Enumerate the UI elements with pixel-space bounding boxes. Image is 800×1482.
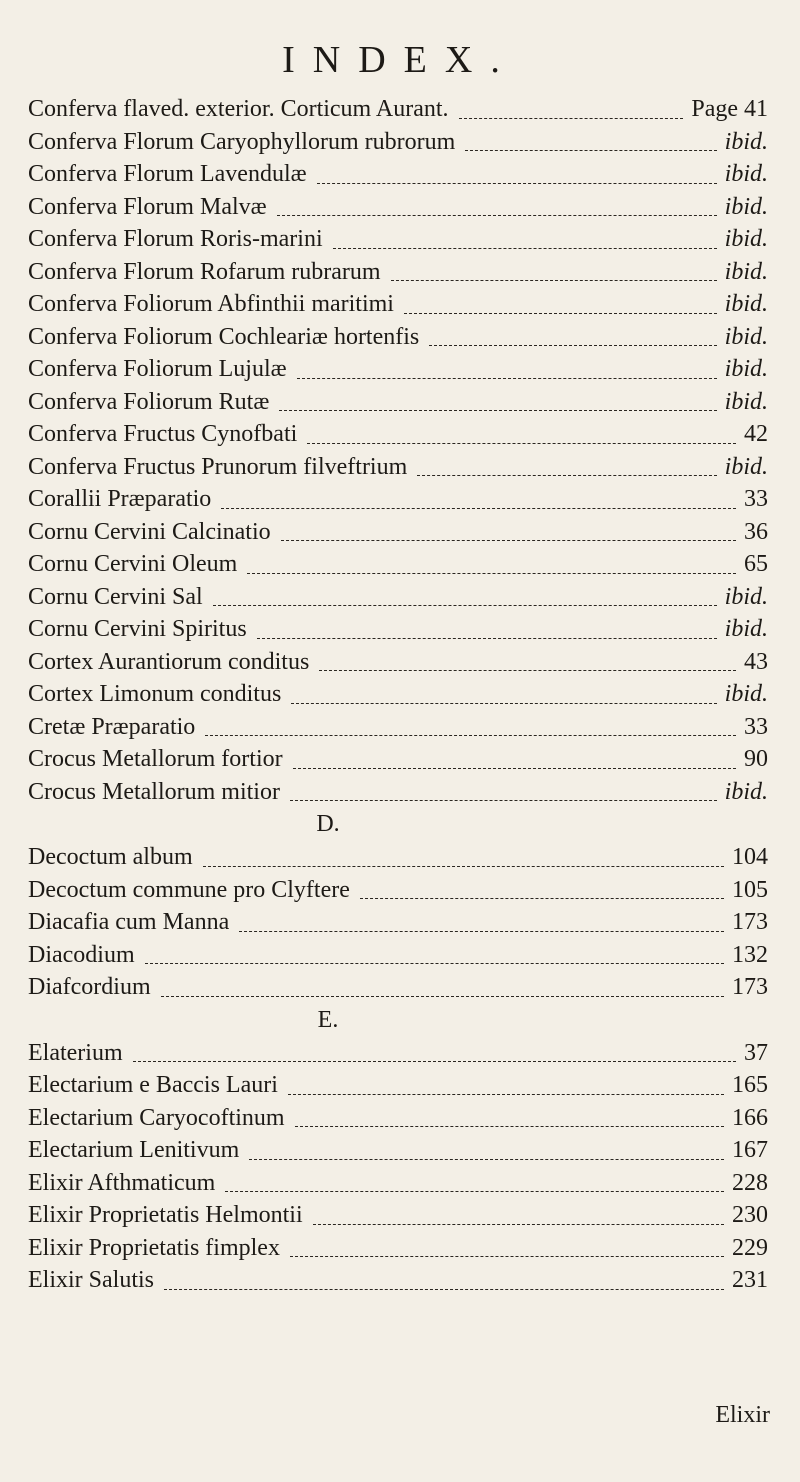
entry-name: Conferva Florum Roris-marini	[28, 226, 323, 252]
entry-name: Cretæ Præparatio	[28, 713, 196, 740]
leader-line	[164, 1289, 724, 1290]
entry-name: Diacodium	[28, 941, 135, 968]
entry-page-ref: 228	[732, 1169, 768, 1196]
index-entry	[28, 483, 768, 516]
leader-line	[247, 573, 736, 574]
entry-name: Elaterium	[28, 1039, 123, 1066]
entry-name: Elixir Salutis	[28, 1267, 154, 1293]
index-entry	[28, 191, 768, 224]
entry-name: Crocus Metallorum fortior	[28, 746, 283, 772]
entry-page-ref: 33	[744, 486, 768, 512]
leader-line	[429, 345, 716, 346]
index-entry	[28, 939, 768, 972]
index-entry	[28, 1037, 768, 1070]
leader-line	[391, 280, 717, 281]
index-entry	[28, 581, 768, 614]
index-entry	[28, 93, 768, 126]
entry-page-ref: ibid.	[724, 161, 768, 187]
index-entry	[28, 158, 768, 191]
leader-line	[281, 540, 736, 541]
entry-page-ref: ibid.	[724, 778, 768, 805]
entry-page-ref: ibid.	[724, 453, 768, 480]
index-entry	[28, 223, 768, 256]
index-entry	[28, 1199, 768, 1232]
entry-page-ref: 90	[744, 746, 768, 772]
entry-name: Conferva Foliorum Rutæ	[28, 388, 270, 415]
leader-line	[360, 898, 724, 899]
entry-page-ref: ibid.	[724, 616, 768, 642]
entry-name: Electarium Lenitivum	[28, 1137, 240, 1163]
entry-name: Electarium e Baccis Lauri	[28, 1072, 278, 1098]
entry-page-ref: Page 41	[691, 96, 768, 122]
leader-line	[221, 508, 736, 509]
entry-name: Conferva Fructus Cynofbati	[28, 421, 298, 447]
leader-line	[317, 183, 717, 184]
entry-page-ref: ibid.	[724, 291, 768, 317]
entry-page-ref: ibid.	[724, 226, 768, 252]
leader-line	[297, 378, 717, 379]
entry-page-ref: ibid.	[724, 388, 768, 415]
leader-line	[225, 1191, 724, 1192]
leader-line	[459, 118, 684, 119]
page-title: INDEX.	[282, 39, 518, 81]
entry-name: Conferva Florum Lavendulæ	[28, 161, 307, 187]
entry-name: Decoctum commune pro Clyftere	[28, 876, 350, 903]
entry-name: Cortex Aurantiorum conditus	[28, 648, 310, 675]
entry-name: Conferva Foliorum Cochleariæ hortenfis	[28, 323, 420, 350]
section-letter: D.	[316, 811, 340, 837]
entry-name: Elixir Afthmaticum	[28, 1169, 216, 1196]
leader-line	[249, 1159, 724, 1160]
entry-page-ref: 65	[744, 551, 768, 577]
entry-name: Decoctum album	[28, 844, 193, 870]
index-entry	[28, 516, 768, 549]
entry-page-ref: ibid.	[724, 681, 768, 707]
entry-page-ref: 42	[744, 421, 768, 447]
index-entry	[28, 874, 768, 907]
entry-page-ref: ibid.	[724, 258, 768, 285]
index-entry	[28, 256, 768, 289]
entry-page-ref: 132	[732, 941, 768, 968]
index-entry	[28, 386, 768, 419]
entry-page-ref: 167	[732, 1137, 768, 1163]
leader-line	[161, 996, 724, 997]
index-entry	[28, 1264, 768, 1297]
entry-page-ref: 33	[744, 713, 768, 740]
entry-page-ref: ibid.	[724, 193, 768, 220]
entry-name: Corallii Præparatio	[28, 486, 212, 512]
entry-page-ref: ibid.	[724, 356, 768, 382]
leader-line	[404, 313, 717, 314]
leader-line	[291, 703, 716, 704]
entry-page-ref: 37	[744, 1039, 768, 1066]
entry-name: Diacafia cum Manna	[28, 909, 230, 935]
leader-line	[417, 475, 716, 476]
index-entry	[28, 288, 768, 321]
section-letter: E.	[317, 1006, 339, 1033]
leader-line	[205, 735, 736, 736]
leader-line	[290, 1256, 724, 1257]
entry-page-ref: 165	[732, 1072, 768, 1098]
index-entry	[28, 353, 768, 386]
entry-name: Electarium Caryocoftinum	[28, 1104, 285, 1131]
leader-line	[333, 248, 717, 249]
index-entry	[28, 1102, 768, 1135]
leader-line	[133, 1061, 736, 1062]
index-entry	[28, 126, 768, 159]
index-entry	[28, 776, 768, 809]
index-entry	[28, 418, 768, 451]
entry-page-ref: ibid.	[724, 128, 768, 155]
leader-line	[465, 150, 716, 151]
entry-page-ref: 173	[732, 974, 768, 1000]
entry-page-ref: 231	[732, 1267, 768, 1293]
index-entry	[28, 613, 768, 646]
leader-line	[145, 963, 724, 964]
leader-line	[307, 443, 736, 444]
leader-line	[279, 410, 716, 411]
index-entry	[28, 321, 768, 354]
entry-name: Conferva flaved. exterior. Corticum Aurant.	[28, 96, 449, 122]
entry-page-ref: 36	[744, 518, 768, 545]
entry-page-ref: 43	[744, 648, 768, 675]
entry-name: Elixir Proprietatis Helmontii	[28, 1202, 303, 1228]
index-entry	[28, 646, 768, 679]
entry-page-ref: 166	[732, 1104, 768, 1131]
leader-line	[293, 768, 736, 769]
index-entries	[28, 93, 768, 1297]
entry-name: Cornu Cervini Spiritus	[28, 616, 247, 642]
entry-name: Conferva Florum Malvæ	[28, 193, 267, 220]
leader-line	[277, 215, 717, 216]
entry-page-ref: 229	[732, 1234, 768, 1261]
leader-line	[319, 670, 736, 671]
entry-name: Conferva Foliorum Lujulæ	[28, 356, 287, 382]
index-entry	[28, 548, 768, 581]
entry-page-ref: ibid.	[724, 583, 768, 610]
entry-name: Cortex Limonum conditus	[28, 681, 282, 707]
leader-line	[290, 800, 717, 801]
entry-page-ref: ibid.	[724, 323, 768, 350]
index-entry	[28, 971, 768, 1004]
entry-name: Cornu Cervini Calcinatio	[28, 518, 271, 545]
index-entry	[28, 1232, 768, 1265]
index-entry	[28, 1167, 768, 1200]
index-entry	[28, 678, 768, 711]
entry-page-ref: 230	[732, 1202, 768, 1228]
leader-line	[288, 1094, 724, 1095]
entry-name: Conferva Florum Caryophyllorum rubrorum	[28, 128, 456, 155]
index-entry	[28, 1069, 768, 1102]
index-entry	[28, 841, 768, 874]
entry-name: Crocus Metallorum mitior	[28, 778, 280, 805]
leader-line	[295, 1126, 724, 1127]
leader-line	[239, 931, 724, 932]
entry-page-ref: 104	[732, 844, 768, 870]
index-entry	[28, 1134, 768, 1167]
entry-page-ref: 173	[732, 909, 768, 935]
index-entry	[28, 711, 768, 744]
entry-name: Diafcordium	[28, 974, 151, 1000]
catchword: Elixir	[715, 1402, 770, 1428]
entry-name: Conferva Fructus Prunorum filveftrium	[28, 453, 408, 480]
entry-name: Cornu Cervini Oleum	[28, 551, 238, 577]
entry-name: Cornu Cervini Sal	[28, 583, 203, 610]
index-entry	[28, 451, 768, 484]
index-entry	[28, 906, 768, 939]
leader-line	[257, 638, 717, 639]
index-entry	[28, 743, 768, 776]
leader-line	[203, 866, 724, 867]
entry-name: Conferva Florum Rofarum rubrarum	[28, 258, 381, 285]
leader-line	[213, 605, 717, 606]
entry-page-ref: 105	[732, 876, 768, 903]
entry-name: Conferva Foliorum Abfinthii maritimi	[28, 291, 394, 317]
leader-line	[313, 1224, 724, 1225]
entry-name: Elixir Proprietatis fimplex	[28, 1234, 280, 1261]
